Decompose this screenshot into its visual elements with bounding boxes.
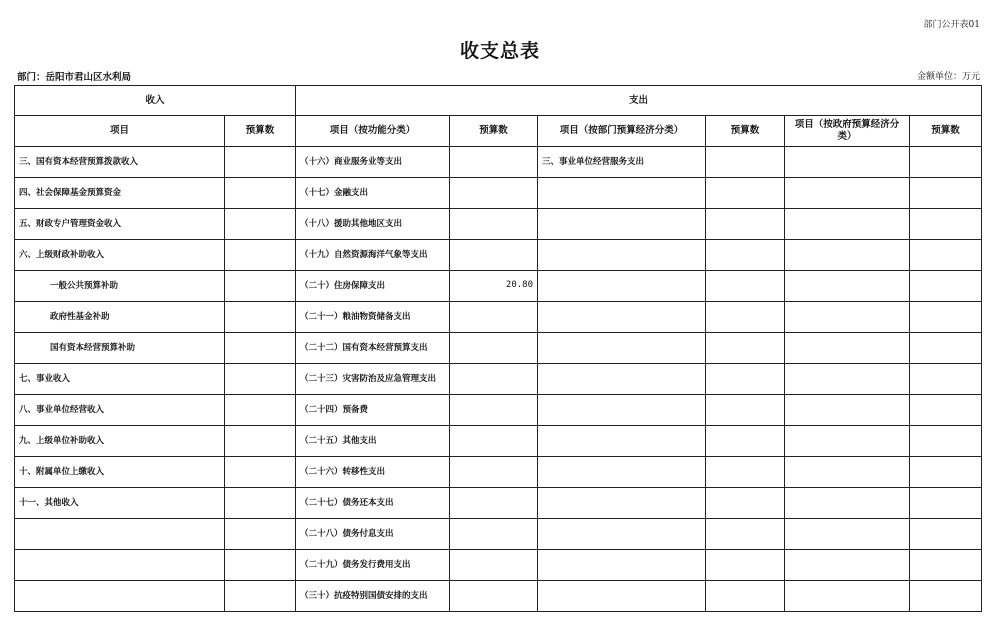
table-row — [15, 271, 982, 302]
func-amount-cell: 20.80 — [450, 271, 538, 302]
income-amount-cell — [225, 519, 296, 550]
dept-amount-cell — [706, 302, 785, 333]
gov-item-cell — [785, 519, 910, 550]
table-row — [15, 178, 982, 209]
table-row — [15, 364, 982, 395]
income-item-cell — [15, 519, 225, 550]
func-amount-cell — [450, 240, 538, 271]
table-row — [15, 333, 982, 364]
gov-amount-cell — [910, 519, 982, 550]
group-header-row — [15, 86, 982, 116]
table-row — [15, 519, 982, 550]
table-row — [15, 395, 982, 426]
dept-item-cell — [538, 271, 706, 302]
table-row — [15, 488, 982, 519]
func-item-cell: （十六）商业服务业等支出 — [296, 147, 450, 178]
income-amount-cell — [225, 147, 296, 178]
dept-item-cell — [538, 240, 706, 271]
amount-unit-label: 金额单位：万元 — [916, 72, 980, 82]
gov-item-cell — [785, 550, 910, 581]
income-item-cell: 六、上级财政补助收入 — [15, 240, 225, 271]
col-header-func-amount: 预算数 — [450, 116, 538, 147]
dept-amount-cell — [706, 271, 785, 302]
income-amount-cell — [225, 364, 296, 395]
dept-item-cell — [538, 457, 706, 488]
gov-amount-cell — [910, 240, 982, 271]
dept-item-cell — [538, 178, 706, 209]
dept-item-cell — [538, 550, 706, 581]
income-amount-cell — [225, 395, 296, 426]
income-item-cell — [15, 581, 225, 612]
dept-amount-cell — [706, 333, 785, 364]
gov-amount-cell — [910, 147, 982, 178]
table-row — [15, 457, 982, 488]
func-item-cell: （二十三）灾害防治及应急管理支出 — [296, 364, 450, 395]
func-item-cell: （二十八）债务付息支出 — [296, 519, 450, 550]
func-item-cell: （十七）金融支出 — [296, 178, 450, 209]
gov-item-cell — [785, 240, 910, 271]
income-item-cell: 八、事业单位经营收入 — [15, 395, 225, 426]
func-amount-cell — [450, 178, 538, 209]
budget-summary-table — [14, 85, 982, 612]
income-item-cell: 五、财政专户管理资金收入 — [15, 209, 225, 240]
gov-amount-cell — [910, 426, 982, 457]
income-amount-cell — [225, 457, 296, 488]
func-amount-cell — [450, 209, 538, 240]
gov-amount-cell — [910, 550, 982, 581]
gov-amount-cell — [910, 581, 982, 612]
dept-item-cell — [538, 364, 706, 395]
func-item-cell: （二十）住房保障支出 — [296, 271, 450, 302]
func-item-cell: （二十二）国有资本经营预算支出 — [296, 333, 450, 364]
dept-amount-cell — [706, 519, 785, 550]
dept-amount-cell — [706, 488, 785, 519]
col-header-income-item: 项目 — [15, 116, 225, 147]
gov-item-cell — [785, 426, 910, 457]
gov-item-cell — [785, 147, 910, 178]
income-amount-cell — [225, 426, 296, 457]
dept-item-cell: 三、事业单位经营服务支出 — [538, 147, 706, 178]
income-amount-cell — [225, 271, 296, 302]
income-item-cell: 政府性基金补助 — [15, 302, 225, 333]
dept-item-cell — [538, 395, 706, 426]
func-item-cell: （二十四）预备费 — [296, 395, 450, 426]
func-item-cell: （二十九）债务发行费用支出 — [296, 550, 450, 581]
dept-item-cell — [538, 333, 706, 364]
func-amount-cell — [450, 364, 538, 395]
func-amount-cell — [450, 550, 538, 581]
func-item-cell: （十八）援助其他地区支出 — [296, 209, 450, 240]
dept-amount-cell — [706, 550, 785, 581]
table-row — [15, 581, 982, 612]
func-item-cell: （十九）自然资源海洋气象等支出 — [296, 240, 450, 271]
func-amount-cell — [450, 426, 538, 457]
col-header-gov-item: 项目（按政府预算经济分类） — [785, 116, 910, 147]
table-row — [15, 240, 982, 271]
gov-item-cell — [785, 333, 910, 364]
column-header-row — [15, 116, 982, 147]
income-item-cell: 一般公共预算补助 — [15, 271, 225, 302]
gov-item-cell — [785, 395, 910, 426]
gov-amount-cell — [910, 333, 982, 364]
gov-item-cell — [785, 364, 910, 395]
expenditure-group-header: 支出 — [296, 86, 982, 116]
income-amount-cell — [225, 488, 296, 519]
income-amount-cell — [225, 550, 296, 581]
table-row — [15, 302, 982, 333]
department-label: 部门：岳阳市君山区水利局 — [17, 72, 132, 83]
income-amount-cell — [225, 178, 296, 209]
col-header-func-item: 项目（按功能分类） — [296, 116, 450, 147]
income-group-header: 收入 — [15, 86, 296, 116]
table-row — [15, 209, 982, 240]
gov-amount-cell — [910, 395, 982, 426]
dept-item-cell — [538, 209, 706, 240]
dept-item-cell — [538, 581, 706, 612]
gov-item-cell — [785, 302, 910, 333]
func-amount-cell — [450, 581, 538, 612]
page-title: 收支总表 — [459, 40, 540, 62]
dept-amount-cell — [706, 178, 785, 209]
col-header-dept-item: 项目（按部门预算经济分类） — [538, 116, 706, 147]
income-item-cell: 九、上级单位补助收入 — [15, 426, 225, 457]
gov-item-cell — [785, 209, 910, 240]
gov-amount-cell — [910, 302, 982, 333]
dept-amount-cell — [706, 426, 785, 457]
dept-item-cell — [538, 488, 706, 519]
dept-amount-cell — [706, 209, 785, 240]
income-amount-cell — [225, 240, 296, 271]
func-amount-cell — [450, 395, 538, 426]
income-item-cell: 四、社会保障基金预算资金 — [15, 178, 225, 209]
func-amount-cell — [450, 333, 538, 364]
func-amount-cell — [450, 519, 538, 550]
gov-amount-cell — [910, 457, 982, 488]
gov-amount-cell — [910, 178, 982, 209]
income-item-cell — [15, 550, 225, 581]
table-row — [15, 550, 982, 581]
gov-item-cell — [785, 178, 910, 209]
col-header-income-amount: 预算数 — [225, 116, 296, 147]
func-amount-cell — [450, 488, 538, 519]
gov-item-cell — [785, 271, 910, 302]
income-item-cell: 十、附属单位上缴收入 — [15, 457, 225, 488]
dept-amount-cell — [706, 581, 785, 612]
dept-item-cell — [538, 426, 706, 457]
func-amount-cell — [450, 457, 538, 488]
table-row — [15, 426, 982, 457]
table-row — [15, 147, 982, 178]
func-item-cell: （二十六）转移性支出 — [296, 457, 450, 488]
gov-amount-cell — [910, 488, 982, 519]
func-amount-cell — [450, 302, 538, 333]
dept-item-cell — [538, 302, 706, 333]
income-amount-cell — [225, 333, 296, 364]
gov-item-cell — [785, 457, 910, 488]
col-header-dept-amount: 预算数 — [706, 116, 785, 147]
income-amount-cell — [225, 302, 296, 333]
income-item-cell: 十一、其他收入 — [15, 488, 225, 519]
dept-amount-cell — [706, 395, 785, 426]
gov-item-cell — [785, 488, 910, 519]
dept-amount-cell — [706, 364, 785, 395]
dept-amount-cell — [706, 147, 785, 178]
func-item-cell: （二十一）粮油物资储备支出 — [296, 302, 450, 333]
func-item-cell: （二十七）债务还本支出 — [296, 488, 450, 519]
func-item-cell: （二十五）其他支出 — [296, 426, 450, 457]
func-amount-cell — [450, 147, 538, 178]
gov-amount-cell — [910, 364, 982, 395]
col-header-gov-amount: 预算数 — [910, 116, 982, 147]
dept-amount-cell — [706, 240, 785, 271]
gov-item-cell — [785, 581, 910, 612]
income-item-cell: 七、事业收入 — [15, 364, 225, 395]
form-number: 部门公开表01 — [923, 20, 980, 30]
gov-amount-cell — [910, 271, 982, 302]
income-item-cell: 三、国有资本经营预算拨款收入 — [15, 147, 225, 178]
income-item-cell: 国有资本经营预算补助 — [15, 333, 225, 364]
income-amount-cell — [225, 209, 296, 240]
income-amount-cell — [225, 581, 296, 612]
dept-amount-cell — [706, 457, 785, 488]
dept-item-cell — [538, 519, 706, 550]
func-item-cell: （三十）抗疫特别国债安排的支出 — [296, 581, 450, 612]
gov-amount-cell — [910, 209, 982, 240]
